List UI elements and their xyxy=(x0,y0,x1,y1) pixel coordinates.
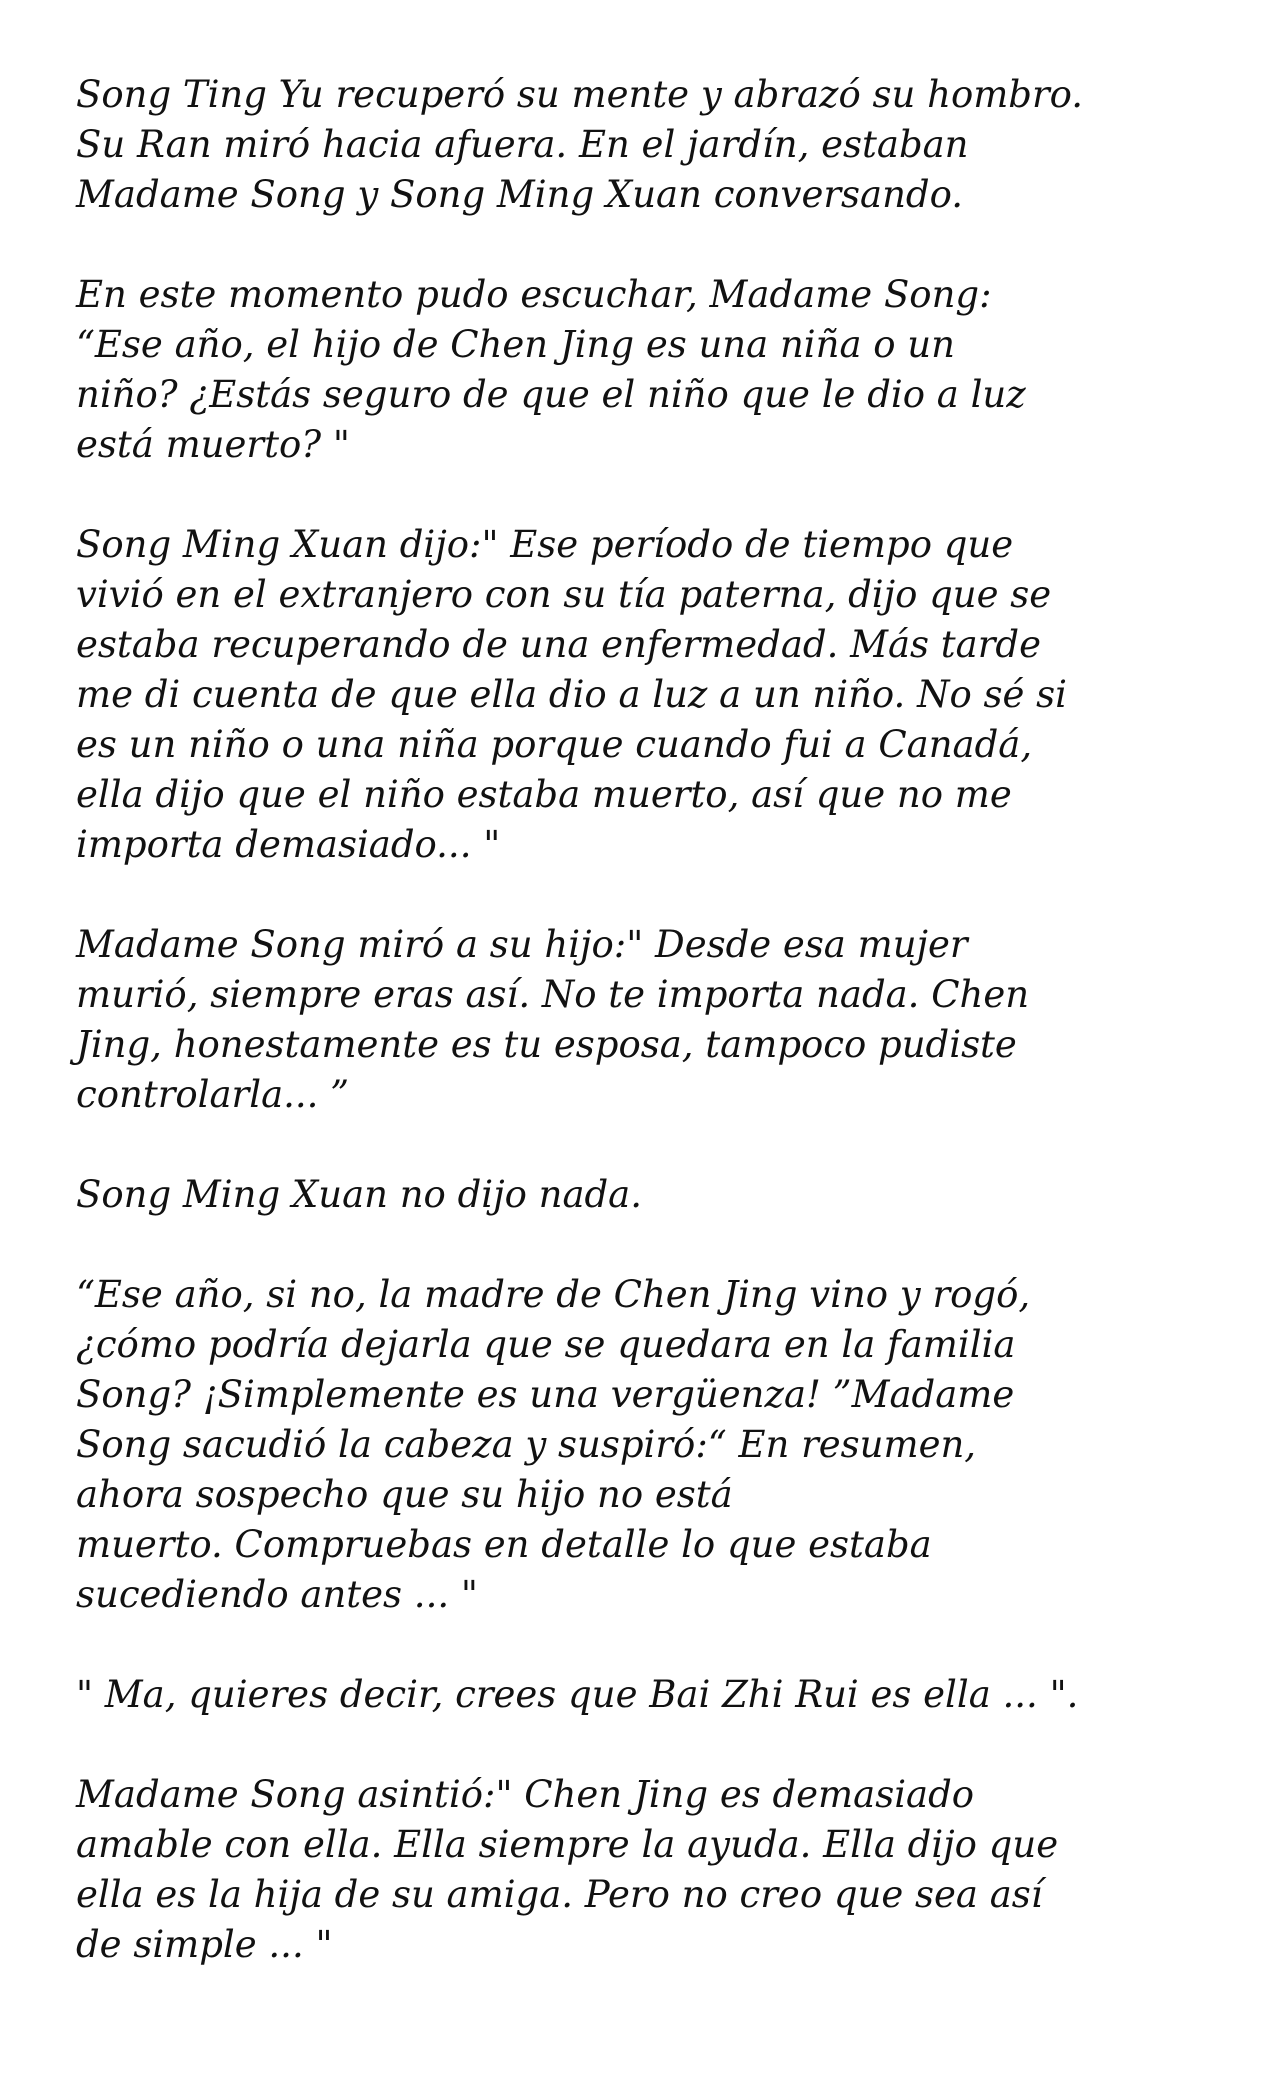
paragraph-5 xyxy=(76,1170,1215,1220)
text-line: Jing, honestamente es tu esposa, tampoco pudiste xyxy=(76,1023,1017,1066)
text-line: me di cuenta de que ella dio a luz a un niño. No sé si xyxy=(76,673,1067,716)
text-line: ella dijo que el niño estaba muerto, así que no me xyxy=(76,773,1012,816)
text-line: “Ese año, si no, la madre de Chen Jing vino y rogó, xyxy=(76,1273,1031,1316)
text-line: murió, siempre eras así. No te importa nada. Chen xyxy=(76,973,1030,1016)
text-line: ahora sospecho que su hijo no está xyxy=(76,1473,733,1516)
text-line: Song Ming Xuan no dijo nada. xyxy=(76,1173,643,1216)
text-line: En este momento pudo escuchar, Madame Song: xyxy=(76,273,992,316)
paragraph-7 xyxy=(76,1670,1215,1720)
text-line: muerto. Compruebas en detalle lo que estaba xyxy=(76,1523,932,1566)
paragraph-2 xyxy=(76,270,1215,470)
text-line: niño? ¿Estás seguro de que el niño que le dio a luz xyxy=(76,373,1026,416)
text-line: “Ese año, el hijo de Chen Jing es una niña o un xyxy=(76,323,955,366)
text-line: Song Ting Yu recuperó su mente y abrazó su hombro. xyxy=(76,73,1084,116)
text-line: Song Ming Xuan dijo:" Ese período de tiempo que xyxy=(76,523,1014,566)
text-line: vivió en el extranjero con su tía paterna, dijo que se xyxy=(76,573,1052,616)
text-line: amable con ella. Ella siempre la ayuda. Ella dijo que xyxy=(76,1823,1059,1866)
paragraph-1 xyxy=(76,70,1215,220)
text-line: estaba recuperando de una enfermedad. Más tarde xyxy=(76,623,1041,666)
text-line: Song? ¡Simplemente es una vergüenza! ”Madame xyxy=(76,1373,1015,1416)
text-line: ¿cómo podría dejarla que se quedara en la familia xyxy=(76,1323,1016,1366)
text-line: de simple ... " xyxy=(76,1923,333,1966)
text-line: sucediendo antes ... " xyxy=(76,1573,478,1616)
text-line: controlarla... ” xyxy=(76,1073,350,1116)
text-line: está muerto? " xyxy=(76,423,350,466)
text-line: Madame Song miró a su hijo:" Desde esa mujer xyxy=(76,923,968,966)
text-line: importa demasiado... " xyxy=(76,823,501,866)
text-line: Madame Song y Song Ming Xuan conversando. xyxy=(76,173,963,216)
text-line: Madame Song asintió:" Chen Jing es demasiado xyxy=(76,1773,975,1816)
paragraph-4 xyxy=(76,920,1215,1120)
text-line: Song sacudió la cabeza y suspiró:“ En resumen, xyxy=(76,1423,977,1466)
text-line: " Ma, quieres decir, crees que Bai Zhi Rui es ella ... ". xyxy=(76,1673,1079,1716)
paragraph-3 xyxy=(76,520,1215,870)
paragraph-8 xyxy=(76,1770,1215,1970)
text-line: es un niño o una niña porque cuando fui a Canadá, xyxy=(76,723,1033,766)
text-line: ella es la hija de su amiga. Pero no creo que sea así xyxy=(76,1873,1043,1916)
text-line: Su Ran miró hacia afuera. En el jardín, estaban xyxy=(76,123,969,166)
paragraph-6 xyxy=(76,1270,1215,1620)
